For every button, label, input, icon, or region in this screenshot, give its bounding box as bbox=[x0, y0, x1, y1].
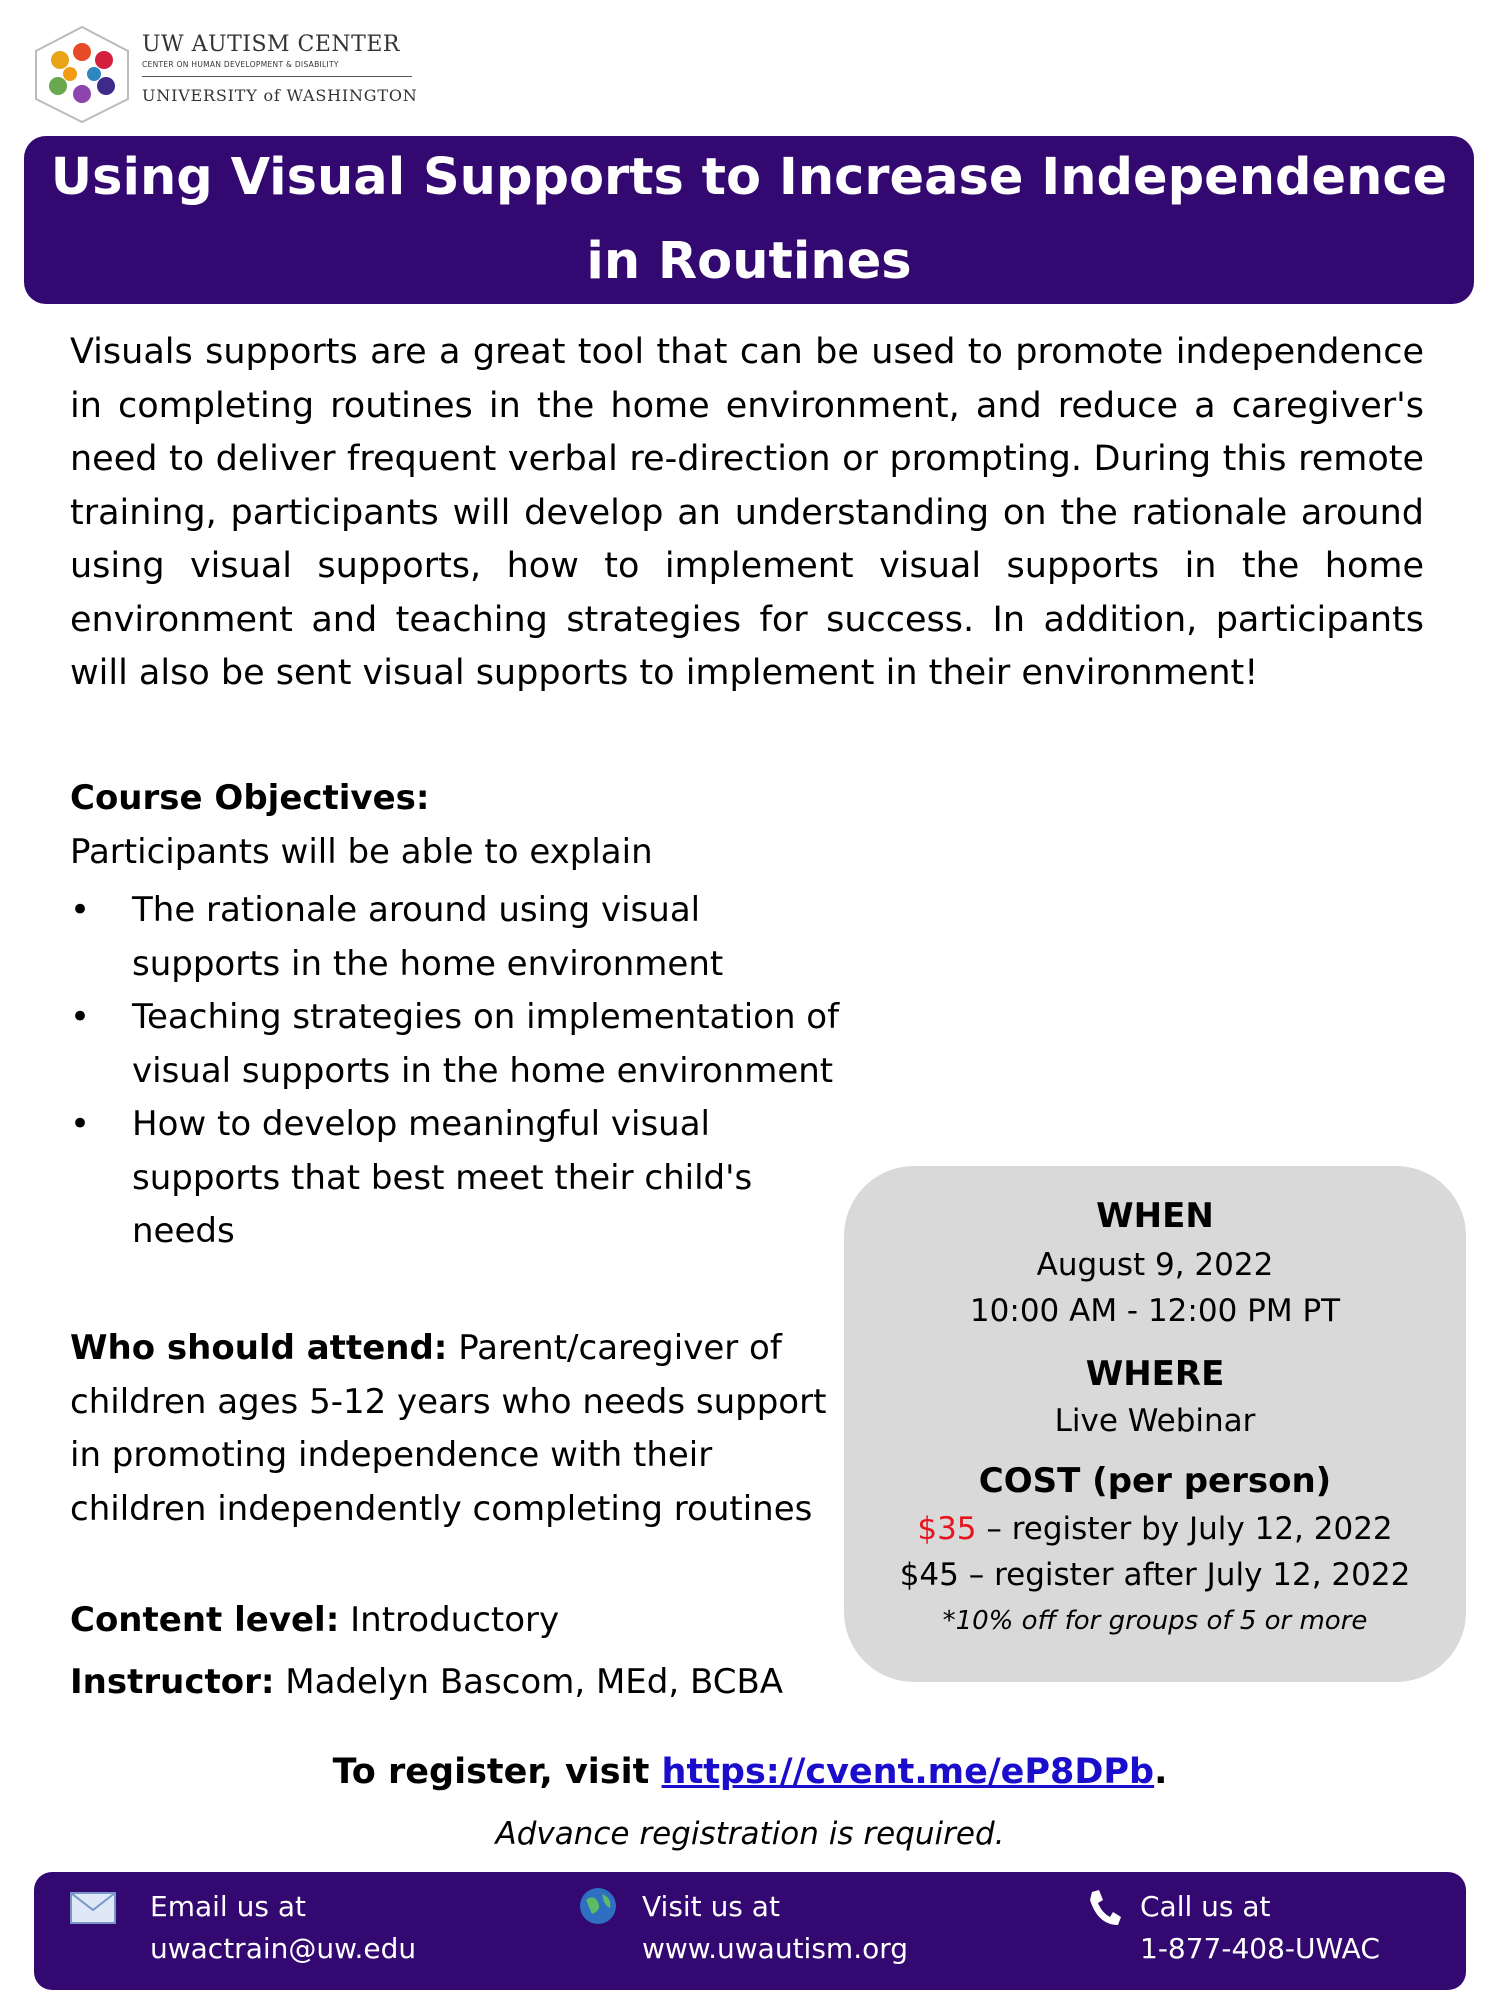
event-date: August 9, 2022 bbox=[1036, 1247, 1274, 1283]
logo-university: UNIVERSITY of WASHINGTON bbox=[142, 86, 418, 105]
list-item bbox=[70, 884, 850, 991]
web-address[interactable]: www.uwautism.org bbox=[642, 1932, 909, 1965]
instructor-label: Instructor: bbox=[70, 1662, 275, 1702]
attend-label: Who should attend: bbox=[70, 1328, 448, 1368]
early-price-text: – register by July 12, 2022 bbox=[976, 1511, 1393, 1547]
intro-paragraph: Visuals supports are a great tool that can be used to promote independence in completing routines in the home environment, and reduce a caregiver's need to deliver frequent verbal re-direction or prompting. During this remote training, participants will develop an understanding on the rationale around using visual supports, how to implement visual supports in the home environment and teaching strategies for success. In addition, participants will also be sent visual supports to implement in their environment! bbox=[70, 332, 1424, 693]
phone-label: Call us at bbox=[1140, 1890, 1271, 1923]
advance-registration-note: Advance registration is required. bbox=[495, 1816, 1005, 1852]
email-address[interactable]: uwactrain@uw.edu bbox=[150, 1932, 417, 1965]
title-line-2: in Routines bbox=[586, 232, 912, 291]
content-level bbox=[70, 1600, 559, 1640]
content-level-label: Content level: bbox=[70, 1600, 340, 1640]
where-heading: WHERE bbox=[1085, 1354, 1225, 1394]
event-time: 10:00 AM - 12:00 PM PT bbox=[969, 1293, 1341, 1329]
register-link[interactable]: https://cvent.me/eP8DPb bbox=[661, 1752, 1155, 1792]
logo-name: UW AUTISM CENTER bbox=[142, 32, 400, 57]
bullet-icon: • bbox=[70, 997, 91, 1037]
objectives-list bbox=[70, 884, 850, 1259]
objectives-lead: Participants will be able to explain bbox=[70, 832, 653, 872]
content-level-value: Introductory bbox=[350, 1600, 560, 1640]
register-line bbox=[0, 1752, 1500, 1792]
instructor-value: Madelyn Bascom, MEd, BCBA bbox=[285, 1662, 784, 1702]
register-prefix: To register, visit bbox=[332, 1752, 662, 1792]
logo-subtitle: CENTER ON HUMAN DEVELOPMENT & DISABILITY bbox=[142, 60, 339, 69]
attend-text: Parent/caregiver of children ages 5-12 years who needs support in promoting independence with their children independently completing routines bbox=[70, 1328, 827, 1529]
phone-icon bbox=[1086, 1888, 1122, 1928]
email-label: Email us at bbox=[150, 1890, 306, 1923]
event-info-box bbox=[844, 1166, 1466, 1682]
event-location: Live Webinar bbox=[1054, 1403, 1256, 1439]
objective-text: The rationale around using visual supports in the home environment bbox=[132, 890, 724, 984]
title-banner bbox=[24, 136, 1474, 304]
phone-contact bbox=[1140, 1886, 1380, 1970]
cost-heading: COST (per person) bbox=[978, 1461, 1332, 1501]
register-suffix: . bbox=[1154, 1752, 1168, 1792]
email-contact bbox=[150, 1886, 416, 1970]
late-price-line: $45 – register after July 12, 2022 bbox=[899, 1557, 1411, 1593]
list-item bbox=[70, 991, 850, 1098]
instructor bbox=[70, 1662, 783, 1702]
title-line-1: Using Visual Supports to Increase Independence bbox=[50, 148, 1448, 207]
logo-hexagon-icon bbox=[30, 24, 134, 124]
group-discount: *10% off for groups of 5 or more bbox=[942, 1606, 1368, 1636]
envelope-icon bbox=[70, 1892, 116, 1924]
bullet-icon: • bbox=[70, 1104, 91, 1144]
early-price: $35 bbox=[917, 1511, 977, 1547]
objective-text: Teaching strategies on implementation of visual supports in the home environment bbox=[132, 997, 840, 1091]
contact-footer bbox=[34, 1872, 1466, 1990]
who-should-attend bbox=[70, 1322, 850, 1536]
objective-text: How to develop meaningful visual supports that best meet their child's needs bbox=[132, 1104, 753, 1251]
when-heading: WHEN bbox=[1096, 1196, 1214, 1236]
globe-icon bbox=[578, 1886, 618, 1926]
early-price-line bbox=[844, 1506, 1466, 1552]
logo-divider bbox=[142, 76, 412, 77]
objectives-heading: Course Objectives: bbox=[70, 778, 430, 818]
web-contact bbox=[642, 1886, 908, 1970]
phone-number[interactable]: 1-877-408-UWAC bbox=[1140, 1932, 1380, 1965]
list-item bbox=[70, 1098, 850, 1259]
web-label: Visit us at bbox=[642, 1890, 780, 1923]
bullet-icon: • bbox=[70, 890, 91, 930]
